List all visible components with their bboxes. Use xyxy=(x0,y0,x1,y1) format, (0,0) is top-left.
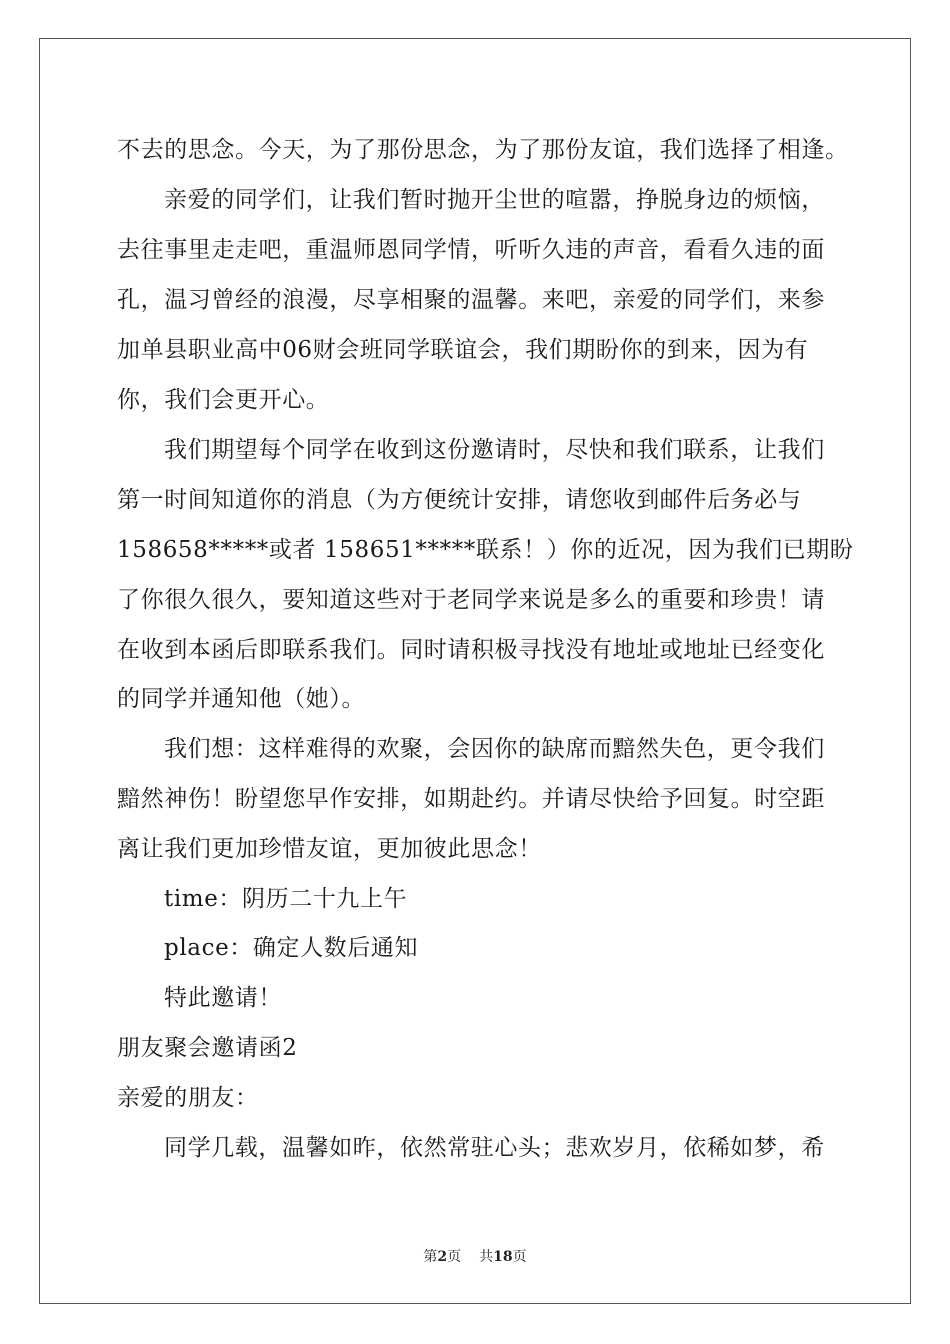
text-line-6: 你，我们会更开心。 xyxy=(117,387,330,413)
text-line-12: 的同学并通知他（她）。 xyxy=(117,686,366,712)
text-line-2: 亲爱的同学们，让我们暂时抛开尘世的喧嚣，挣脱身边的烦恼， xyxy=(164,187,825,213)
footer-page-mid: 页 xyxy=(447,1249,462,1265)
text-line-1: 不去的思念。今天，为了那份思念，为了那份友谊，我们选择了相逢。 xyxy=(117,137,849,163)
text-line-15: 离让我们更加珍惜友谊，更加彼此思念！ xyxy=(117,836,542,862)
text-line-5: 加单县职业高中06财会班同学联谊会，我们期盼你的到来，因为有 xyxy=(117,337,809,363)
text-line-9: 158658*****或者 158651*****联系！）你的近况，因为我们已期盼 xyxy=(117,537,854,563)
text-line-3: 去往事里走走吧，重温师恩同学情，听听久违的声音，看看久违的面 xyxy=(117,237,825,263)
text-line-4: 孔，温习曾经的浪漫，尽享相聚的温馨。来吧，亲爱的同学们，来参 xyxy=(117,287,825,313)
text-line-time: time：阴历二十九上午 xyxy=(164,886,408,912)
footer-total-prefix: 共 xyxy=(479,1249,494,1265)
text-line-last: 同学几载，温馨如昨，依然常驻心头；悲欢岁月，依稀如梦，希 xyxy=(164,1135,825,1161)
text-line-closing: 特此邀请！ xyxy=(164,985,282,1011)
footer-total-suffix: 页 xyxy=(512,1249,527,1265)
page-footer xyxy=(0,1248,950,1266)
footer-page-prefix: 第 xyxy=(423,1249,438,1265)
text-line-14: 黯然神伤！盼望您早作安排，如期赴约。并请尽快给予回复。时空距 xyxy=(117,786,825,812)
text-line-10: 了你很久很久，要知道这些对于老同学来说是多么的重要和珍贵！请 xyxy=(117,587,825,613)
text-line-7: 我们期望每个同学在收到这份邀请时，尽快和我们联系，让我们 xyxy=(164,437,825,463)
text-line-11: 在收到本函后即联系我们。同时请积极寻找没有地址或地址已经变化 xyxy=(117,637,825,663)
footer-page-current: 2 xyxy=(437,1249,448,1265)
footer-page-total: 18 xyxy=(493,1249,513,1265)
page-border xyxy=(39,38,911,1304)
text-line-place: place：确定人数后通知 xyxy=(164,935,419,961)
text-line-13: 我们想：这样难得的欢聚，会因你的缺席而黯然失色，更令我们 xyxy=(164,736,825,762)
text-line-8: 第一时间知道你的消息（为方便统计安排，请您收到邮件后务必与 xyxy=(117,487,802,513)
salutation: 亲爱的朋友： xyxy=(117,1085,259,1111)
section-heading: 朋友聚会邀请函2 xyxy=(117,1035,298,1061)
